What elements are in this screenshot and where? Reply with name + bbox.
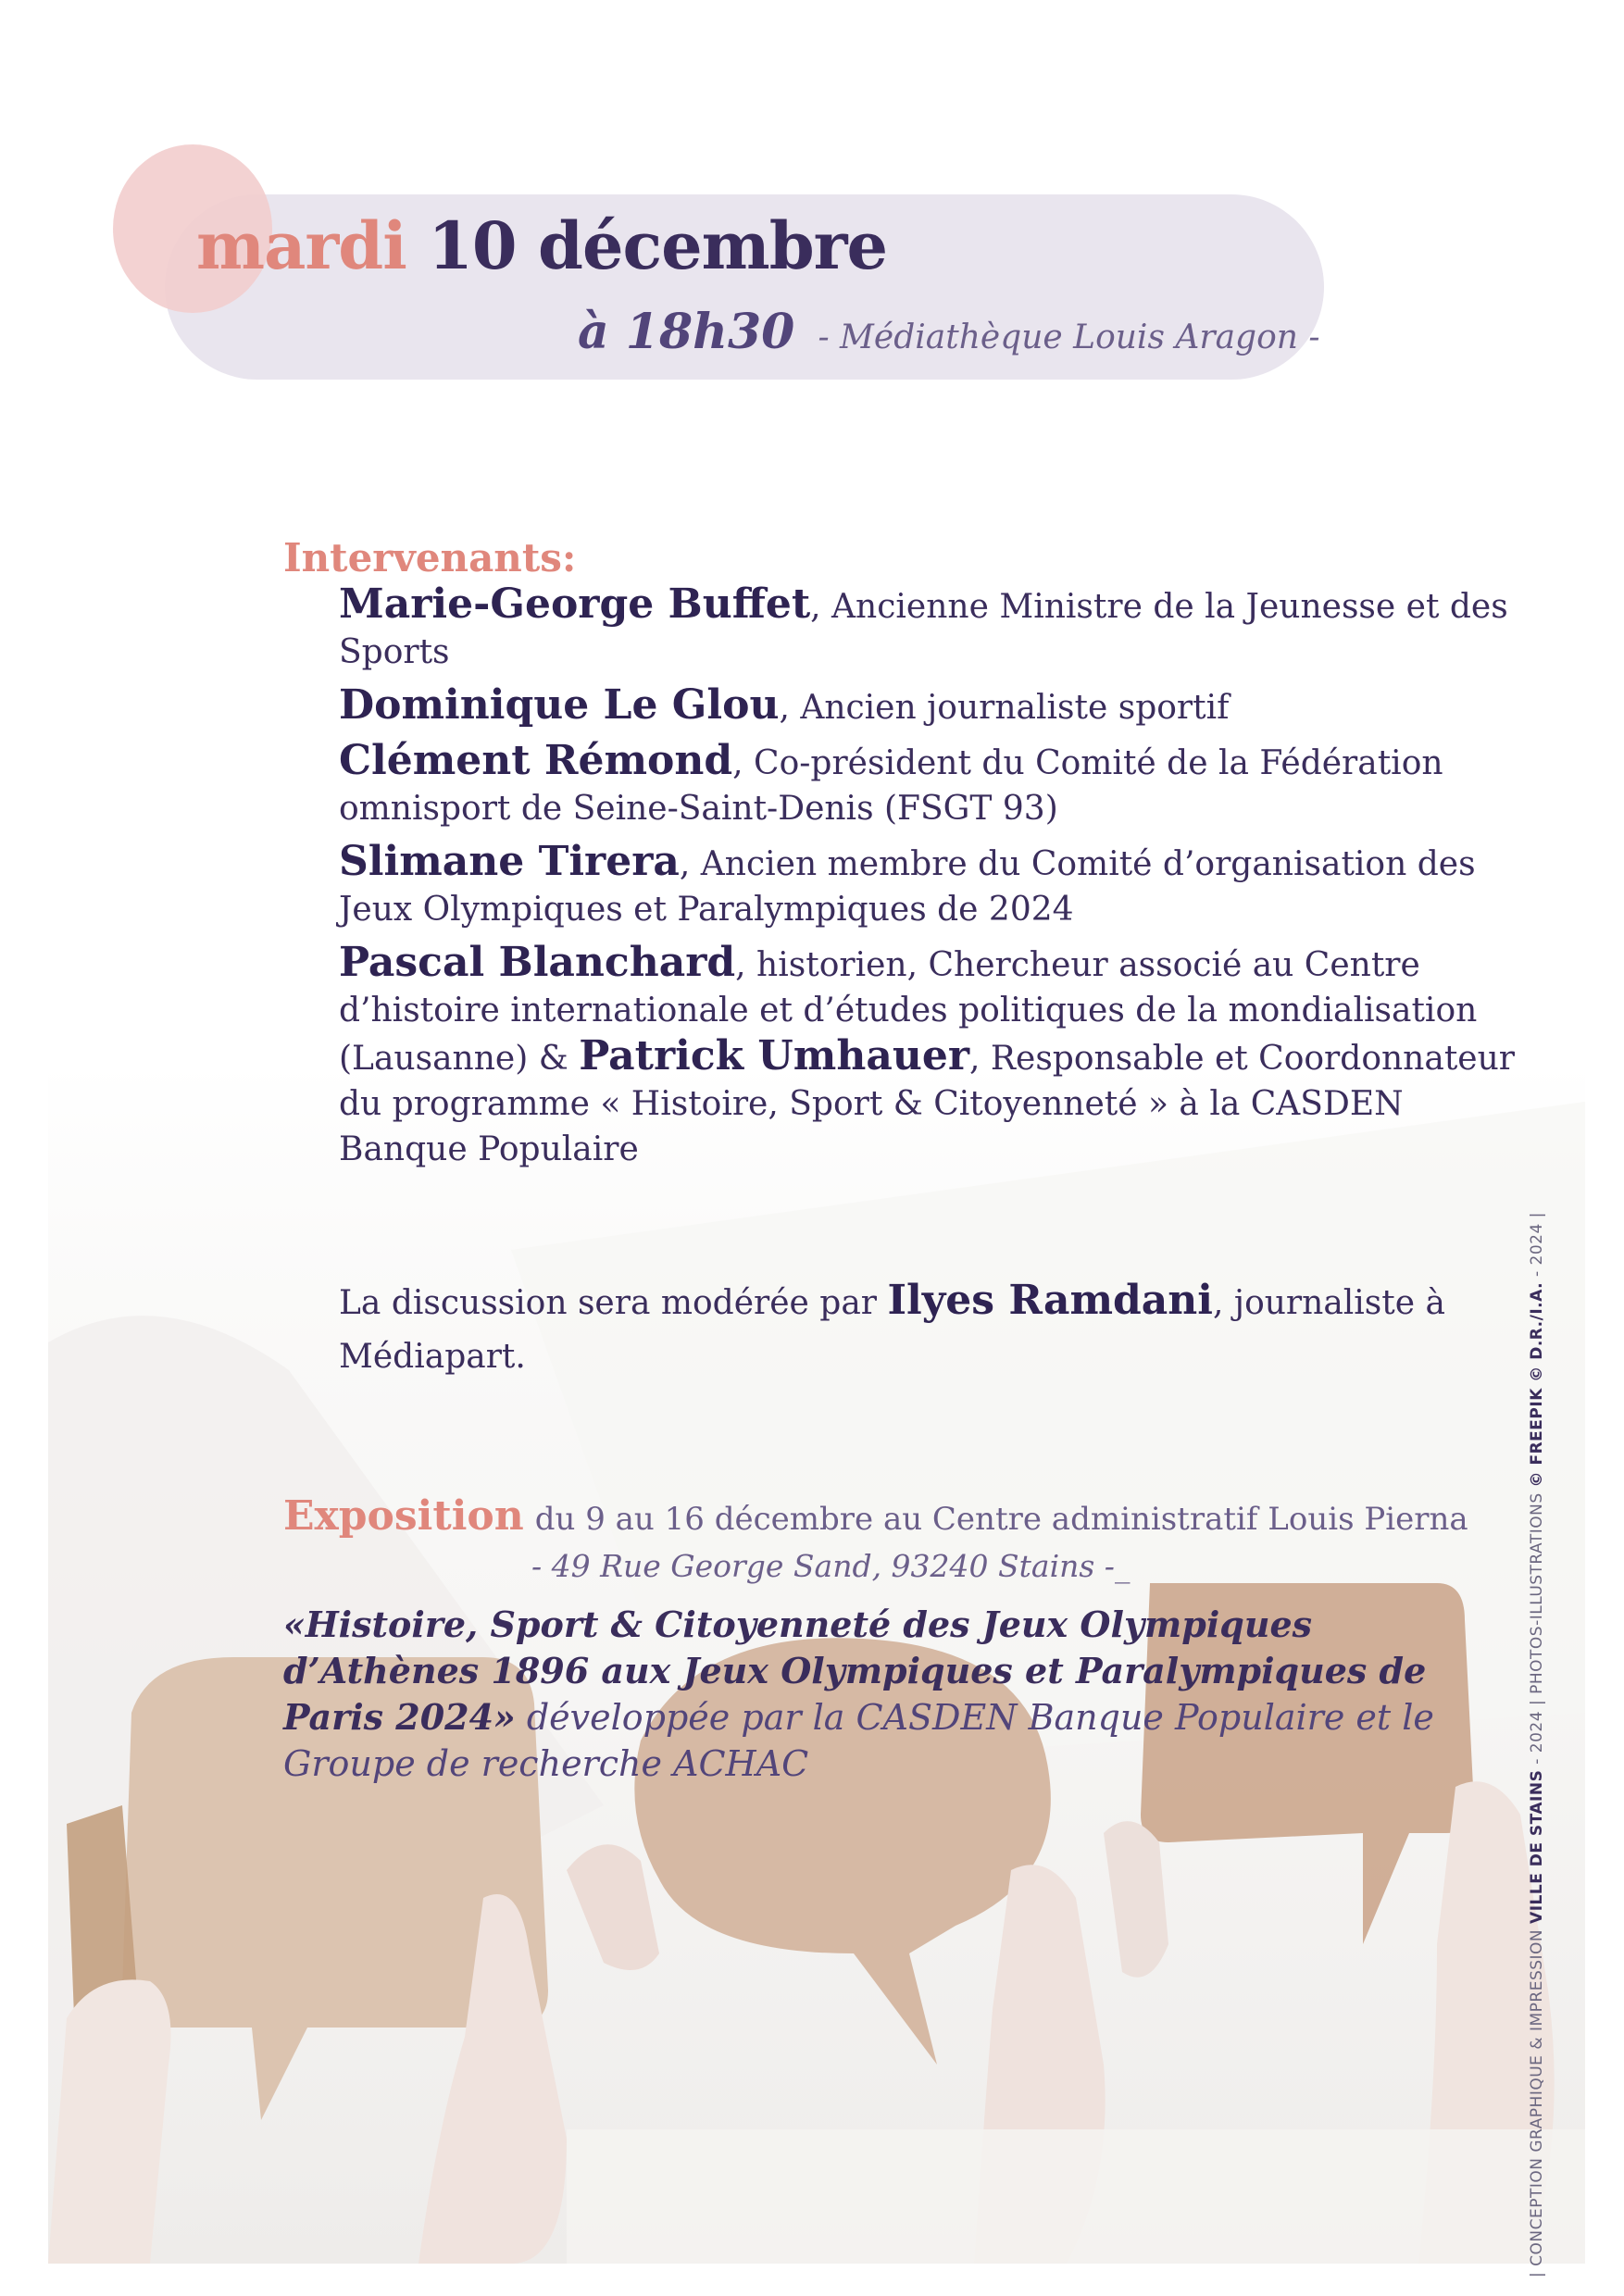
event-venue: - Médiathèque Louis Aragon -	[818, 318, 1320, 356]
event-day-month: 10 décembre	[428, 207, 888, 284]
speaker-item	[339, 682, 1524, 730]
exhibition-dates: du 9 au 16 décembre au Centre administratif Louis Pierna	[534, 1501, 1468, 1538]
event-date	[196, 207, 887, 284]
speaker-name: Patrick Umhauer	[579, 1032, 970, 1079]
speaker-item	[339, 839, 1524, 932]
event-time: à 18h30	[578, 304, 795, 360]
exhibition-address: - 49 Rue George Sand, 93240 Stains -_	[531, 1548, 1131, 1584]
credits-org: VILLE DE STAINS	[1528, 1769, 1546, 1924]
speaker-name: Dominique Le Glou	[339, 681, 780, 729]
speaker-list	[339, 581, 1524, 1172]
credits-suffix: - 2024 |	[1528, 1212, 1546, 1282]
event-day: mardi	[196, 207, 406, 284]
credits-middle: - 2024 | PHOTOS-ILLUSTRATIONS	[1528, 1487, 1546, 1770]
moderation-text	[339, 1274, 1524, 1384]
exhibition-header	[283, 1492, 1468, 1540]
speaker-role: , Ancien journaliste sportif	[779, 689, 1230, 727]
speaker-item	[339, 581, 1524, 675]
moderation-suffix: , journaliste à Médiapart.	[339, 1284, 1445, 1376]
speaker-name: Marie-George Buffet	[339, 580, 811, 628]
hand-left	[48, 1979, 171, 2264]
speaker-name: Pascal Blanchard	[339, 939, 736, 986]
speaker-name: Clément Rémond	[339, 737, 733, 784]
speaker-role: , Ancienne Ministre de la Jeunesse et des Sports	[339, 588, 1508, 671]
exhibition-description	[283, 1602, 1515, 1787]
speaker-role: , Ancien membre du Comité d’organisation des Jeux Olympiques et Paralympiques de 2024	[339, 845, 1476, 929]
credits-text	[1528, 1212, 1546, 2277]
speaker-item	[339, 738, 1524, 831]
moderation-prefix: La discussion sera modérée par	[339, 1284, 888, 1322]
speaker-role: , Responsable et Coordonnateur du programme « Histoire, Sport & Citoyenneté » à la CASDEN Banque Populaire	[339, 1040, 1515, 1168]
exhibition-title: Exposition	[283, 1492, 524, 1540]
speaker-role: , historien, Chercheur associé au Centre d’histoire internationale et d’études politiques de la mondialisation (Lausanne) &	[339, 946, 1478, 1078]
credits-prefix: | CONCEPTION GRAPHIQUE & IMPRESSION	[1528, 1923, 1546, 2277]
credits-photo: © FREEPIK © D.R./I.A.	[1528, 1281, 1546, 1488]
speaker-item	[339, 940, 1524, 1172]
event-time-venue	[578, 304, 1320, 360]
speakers-heading: Intervenants:	[283, 535, 577, 580]
speaker-name: Slimane Tirera	[339, 838, 680, 885]
exhibition-credit: développée par la CASDEN Banque Populaire et le Groupe de recherche ACHAC	[283, 1697, 1434, 1784]
moderator-name: Ilyes Ramdani	[887, 1277, 1214, 1324]
speaker-role: , Co-président du Comité de la Fédération omnisport de Seine-Saint-Denis (FSGT 93)	[339, 744, 1443, 828]
exhibition-quote: «Histoire, Sport & Citoyenneté des Jeux Olympiques d’Athènes 1896 aux Jeux Olympiques et Paralympiques de Paris 2024»	[283, 1603, 1427, 1738]
